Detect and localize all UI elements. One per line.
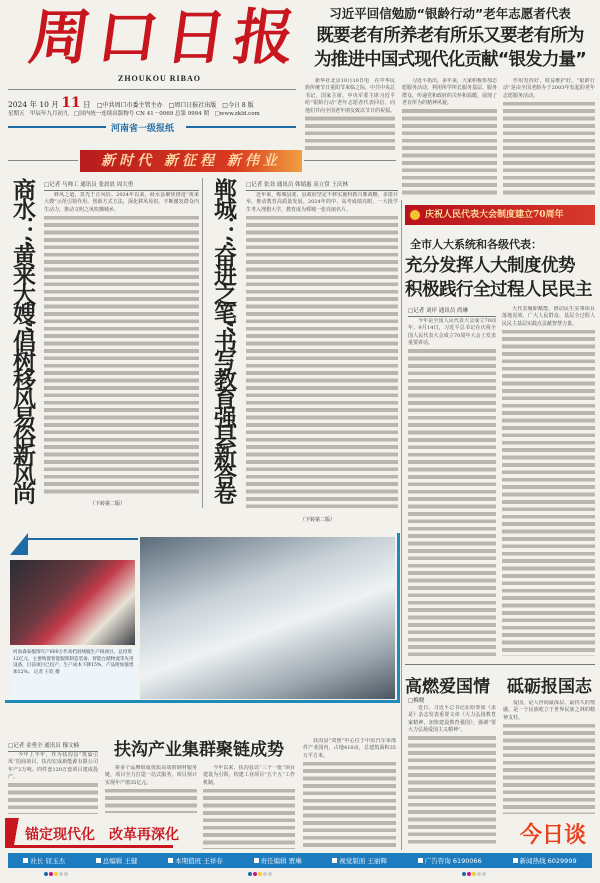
fugou-body-col4: 扶沟县“双创”中心位于中原汽车零部件产业园内，占地410亩，总建筑面积35万平方米。 bbox=[303, 738, 396, 848]
commentary-body-col1: 近日，习近平总书记在给参加《求是》杂志发表重要文章《大力弘扬教育家精神，加快建设教育强国》，强调“要大力弘扬爱国主义精神”。 bbox=[408, 705, 496, 844]
footer-duty-editor: 本期值班 王祥春 bbox=[168, 856, 223, 865]
anchor-banner bbox=[5, 818, 179, 848]
national-emblem-icon bbox=[408, 208, 422, 222]
fugou-body-col1: 今年上半年，作为扶沟县“筑巢引凤”招商项目，扶沟宏成新能源有限公司年产2万吨、四件套120万套项目建成投产。 bbox=[8, 752, 98, 814]
dancheng-continued: （下转第二版） bbox=[300, 517, 336, 523]
today-logo-text: 今日谈 bbox=[520, 822, 587, 848]
lead-column-1: 新华社北京10月10日电 在中华民族传统节日重阳节来临之际，中共中央总书记、国家主席、中央军委主席习近平给“银龄行动”老年志愿者代表回信，向他们并向全国老年朋友致以节日的祝福。 bbox=[305, 78, 395, 153]
dancheng-body: 近年来，郸城县委、县政府坚定不移实施科教兴郸战略，多措并举，推动教育高质量发展。2024年的中、高考成绩亮眼，一大批学生考入理想大学，教育成为郸城一张亮丽名片。 bbox=[246, 192, 398, 512]
fugou-body-col2: 拼多个品牌组成优质高效的钢材服务链，项目全力打造一站式服务，项目预计实现年产值35亿元。 bbox=[105, 765, 197, 813]
dancheng-byline: □记者 张劲 通讯员 韩婧惠 高立常 王庆林 bbox=[246, 180, 398, 191]
lead-kicker: 习近平回信勉励“银龄行动”老年志愿者代表 bbox=[329, 6, 571, 21]
shangshui-body: 移风之道，莫先于正风俗。2024年以来，商水县聚焦推进“黄来大嫂”示范引领作用，创新方式方法，深化移风易俗，不断激发群众内生动力，推动文明之风吹拂城乡。 bbox=[44, 192, 199, 497]
divider bbox=[8, 160, 78, 161]
npc-banner: 庆祝人民代表大会制度建立70周年 bbox=[405, 205, 595, 225]
level-label bbox=[8, 121, 296, 133]
footer-news-hotline: 新闻热线 6029999 bbox=[513, 856, 577, 865]
footer-editor-in-chief: 总编辑 王健 bbox=[96, 856, 138, 865]
date-prefix: 2024 年 10 月 bbox=[8, 100, 59, 109]
shangshui-headline[interactable]: 商水：“黄来大嫂”倡树移风易俗新风尚 bbox=[9, 178, 36, 501]
registration-marks bbox=[248, 872, 272, 876]
divider bbox=[304, 160, 396, 161]
divider bbox=[202, 178, 203, 508]
npc-headline[interactable] bbox=[405, 254, 600, 302]
footer-ad-hotline: 广告咨询 6190066 bbox=[418, 856, 482, 865]
photo-caption: 河南森泰服饰年产600万件高档羽绒服生产线项目，总投资12亿元，主要购置智能服饰制造装备、智能仓储物流等先进设备，目前项目已投产，生产成本下降15%，产品附加值增加12%。 记者 王钦 摄 bbox=[10, 648, 138, 700]
level-text: 河南省一级报纸 bbox=[111, 124, 175, 134]
commentary-byline: □梅晓 bbox=[408, 698, 425, 704]
registration-meta: 星期五 甲辰年九月初九 □国内统一连续出版物号 CN 41－0069 总第 9994 期 □www.zkld.com bbox=[8, 111, 260, 117]
commentary-headline[interactable]: 高燃爱国情 砥砺报国志 bbox=[405, 677, 592, 697]
newspaper-pinyin: ZHOUKOU RIBAO bbox=[118, 74, 202, 83]
lead-headline[interactable] bbox=[300, 24, 600, 72]
fugou-headline[interactable]: 扶沟产业集群聚链成势 bbox=[114, 740, 284, 760]
registration-marks bbox=[462, 872, 486, 876]
date-day: 11 bbox=[61, 95, 81, 111]
npc-subtitle: 全市人大系统和各级代表： bbox=[410, 238, 542, 251]
fugou-byline: □记者 金勇全 通讯员 穆文楠 bbox=[8, 741, 98, 752]
factory-floor-photo bbox=[140, 537, 395, 699]
commentary-body-col2: 爱国，是人世间最深层、最持久的情感，是一个民族屹立于世界民族之林的精神支柱。 bbox=[503, 700, 595, 814]
npc-byline: □记者 刘岸 通讯员 尚琳 bbox=[408, 306, 496, 317]
divider bbox=[28, 538, 138, 540]
npc-headline-line1: 充分发挥人大制度优势 bbox=[405, 256, 575, 276]
divider bbox=[405, 664, 595, 665]
anchor-banner-text: 锚定现代化 改革再深化 bbox=[25, 827, 179, 843]
photo-corner-decoration bbox=[10, 533, 28, 555]
staff-footer bbox=[8, 853, 592, 868]
lead-headline-line2: 为推进中国式现代化贡献“银发力量” bbox=[314, 50, 586, 70]
lead-column-3: 作用发挥好，权益维护好。“银龄行动”是由全国老龄办于2003年发起的老年志愿服务活动。 bbox=[503, 78, 595, 196]
npc-body-col2: 大代表履职赋能，推动民生实事项目落地见效，广大人民群众、基层全过程人民民主基层实践点贡献智慧力量。 bbox=[502, 306, 595, 656]
dancheng-headline[interactable]: 郸城：“奋进之笔”书写教育强县新答卷 bbox=[210, 178, 237, 501]
shangshui-byline: □记者 马帅工 通讯员 张晨晨 周大勇 bbox=[44, 180, 199, 191]
npc-headline-line2: 积极践行全过程人民民主 bbox=[405, 280, 592, 300]
shangshui-continued: （下转第二版） bbox=[90, 501, 126, 507]
lead-column-2: 习近平指出，多年来，大家积极参加志愿服务活动，利用所学所长服务基层、服务群众，传递党和政府的关怀和温暖，展现了老有所为的精神风貌。 bbox=[402, 78, 497, 196]
newspaper-logo: 周口日报 bbox=[25, 3, 307, 73]
footer-visual-layout: 视觉版面 王丽辉 bbox=[332, 856, 387, 865]
publisher-meta: □中共周口市委主管主办 □周口日报社出版 □今日 8 版 bbox=[96, 102, 254, 109]
divider bbox=[401, 200, 402, 850]
fugou-body-col3: 今年以来，扶沟县以“三个一批”项目建设为引领，构建工业项目“五个五”工作机制。 bbox=[203, 765, 295, 849]
section-banner: 新时代 新征程 新伟业 bbox=[80, 150, 302, 172]
today-commentary-logo bbox=[520, 818, 592, 846]
factory-worker-photo bbox=[10, 560, 135, 645]
divider bbox=[8, 89, 296, 90]
lead-headline-line1: 既要老有所养老有所乐又要老有所为 bbox=[316, 26, 584, 46]
footer-responsible-editor: 责任编辑 贾琳 bbox=[254, 856, 302, 865]
date-suffix: 日 bbox=[83, 100, 91, 109]
footer-president: 社长 屈玉杰 bbox=[23, 856, 65, 865]
registration-marks bbox=[44, 872, 68, 876]
npc-body-col1: 今年是全国人民代表大会成立70周年。9月14日，习近平总书记在庆祝全国人民代表大会成立70周年大会上发表重要讲话。 bbox=[408, 318, 496, 656]
